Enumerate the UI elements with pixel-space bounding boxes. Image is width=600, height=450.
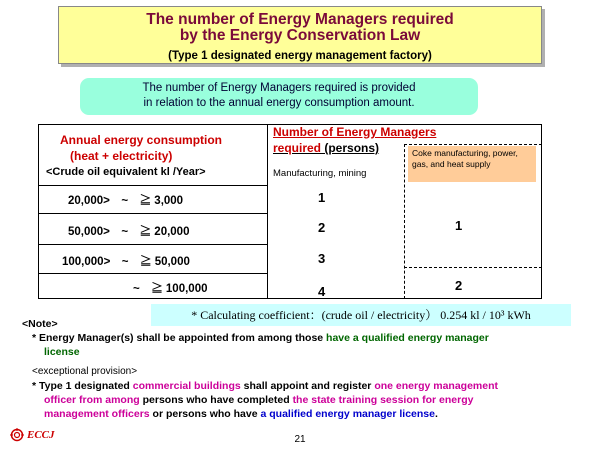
exception-line-1 [32, 380, 572, 393]
ex-part-h: management officers [44, 408, 150, 420]
coke-value-1: 1 [455, 218, 463, 233]
coke-column-mid [404, 267, 542, 268]
ex-part-i: or persons who have [149, 408, 261, 420]
header-crude-oil-unit: <Crude oil equivalent kl /Year> [46, 166, 206, 178]
note-1-license: license [44, 346, 80, 358]
table-row-line-1 [38, 185, 267, 186]
note-1 [32, 332, 572, 345]
subheader-coke-box [408, 146, 536, 182]
table-row-line-2 [38, 213, 267, 214]
table-row-line-3 [38, 244, 267, 245]
info-box [80, 78, 478, 115]
header-annual-consumption: Annual energy consumption [60, 133, 223, 147]
table-divider-vertical [267, 124, 268, 299]
row-4-value: 4 [318, 284, 326, 299]
table-row-line-4 [38, 273, 267, 274]
subheader-coke: Coke manufacturing, power, gas, and heat supply [412, 148, 518, 169]
info-line-1: The number of Energy Managers required is provided [142, 82, 416, 94]
row-4-range: ~ ≧ 100,000 [133, 283, 208, 295]
row-1-range: 20,000> ~ ≧ 3,000 [68, 195, 184, 207]
header-persons: (persons) [321, 141, 380, 155]
coke-value-2: 2 [455, 278, 463, 293]
ex-part-e: officer from among [44, 394, 140, 406]
coefficient-box [151, 304, 571, 326]
note-1-part-a: * Energy Manager(s) shall be appointed from among those [32, 332, 327, 344]
title-box [58, 6, 542, 64]
ex-part-d: one energy management [374, 380, 499, 392]
ex-part-c: shall appoint and register [240, 380, 375, 392]
ex-part-j: a qualified energy manager license [260, 408, 435, 420]
row-3-range: 100,000> ~ ≧ 50,000 [62, 256, 190, 268]
row-1-value: 1 [318, 190, 326, 205]
title-line-2: by the Energy Conservation Law [179, 27, 421, 44]
title-line-1: The number of Energy Managers required [146, 11, 454, 28]
coefficient-text: * Calculating coefficient：(crude oil / electricity） 0.254 kl / 10³ kWh [191, 308, 531, 322]
header-required-persons [273, 141, 379, 155]
page-number: 21 [294, 434, 306, 445]
row-2-value: 2 [318, 220, 326, 235]
title-subtitle: (Type 1 designated energy management factory) [168, 50, 432, 62]
header-required: required [273, 141, 322, 155]
exception-heading: <exceptional provision> [32, 366, 138, 377]
subheader-manufacturing: Manufacturing, mining [273, 168, 367, 179]
note-heading: <Note> [22, 318, 58, 330]
ex-part-b: commercial buildings [132, 380, 241, 392]
info-line-2: in relation to the annual energy consumption amount. [143, 97, 415, 109]
eccj-logo-text: ECCJ [27, 429, 55, 441]
ex-part-f: persons who have completed [139, 394, 293, 406]
ex-part-g: the state training session for energy [292, 394, 474, 406]
exception-line-3 [44, 408, 574, 421]
coke-column-divider [404, 144, 405, 299]
row-3-value: 3 [318, 251, 326, 266]
note-1-part-b: have a qualified energy manager [326, 332, 489, 344]
header-heat-electricity: (heat + electricity) [70, 149, 173, 163]
ex-part-k: . [435, 408, 438, 420]
coke-column-top [404, 144, 542, 145]
row-2-range: 50,000> ~ ≧ 20,000 [68, 226, 190, 238]
exception-line-2 [44, 394, 574, 407]
ex-part-a: * Type 1 designated [32, 380, 133, 392]
header-number-of-managers: Number of Energy Managers [273, 125, 437, 139]
